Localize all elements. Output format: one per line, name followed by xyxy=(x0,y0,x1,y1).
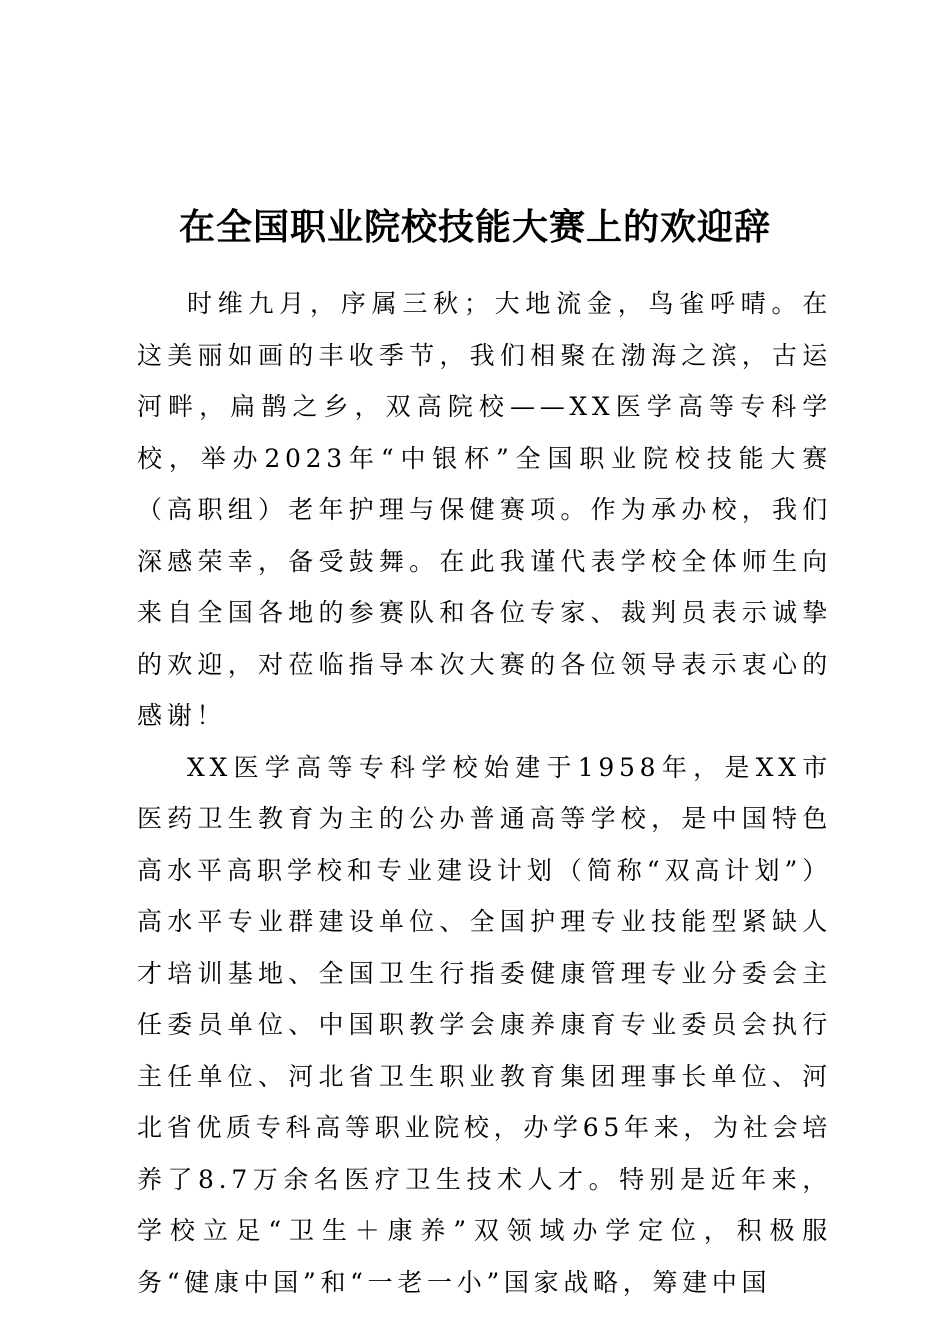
document-body xyxy=(137,278,832,1308)
paragraph-school-intro: XX医学高等专科学校始建于1958年，是XX市医药卫生教育为主的公办普通高等学校，是中国特色高水平高职学校和专业建设计划（简称“双高计划”）高水平专业群建设单位、全国护理专业技能型紧缺人才培训基地、全国卫生行指委健康管理专业分委会主任委员单位、中国职教学会康养康育专业委员会执行主任单位、河北省卫生职业教育集团理事长单位、河北省优质专科高等职业院校，办学65年来，为社会培养了8.7万余名医疗卫生技术人才。特别是近年来，学校立足“卫生＋康养”双领域办学定位，积极服务“健康中国”和“一老一小”国家战略，筹建中国 xyxy=(137,752,832,1297)
document-title: 在全国职业院校技能大赛上的欢迎辞 xyxy=(178,207,771,248)
paragraph-welcome: 时维九月，序属三秋；大地流金，鸟雀呼晴。在这美丽如画的丰收季节，我们相聚在渤海之滨，古运河畔，扁鹊之乡，双高院校——XX医学高等专科学校，举办2023年“中银杯”全国职业院校技能大赛（高职组）老年护理与保健赛项。作为承办校，我们深感荣幸，备受鼓舞。在此我谨代表学校全体师生向来自全国各地的参赛队和各位专家、裁判员表示诚挚的欢迎，对莅临指导本次大赛的各位领导表示衷心的感谢！ xyxy=(137,289,832,730)
